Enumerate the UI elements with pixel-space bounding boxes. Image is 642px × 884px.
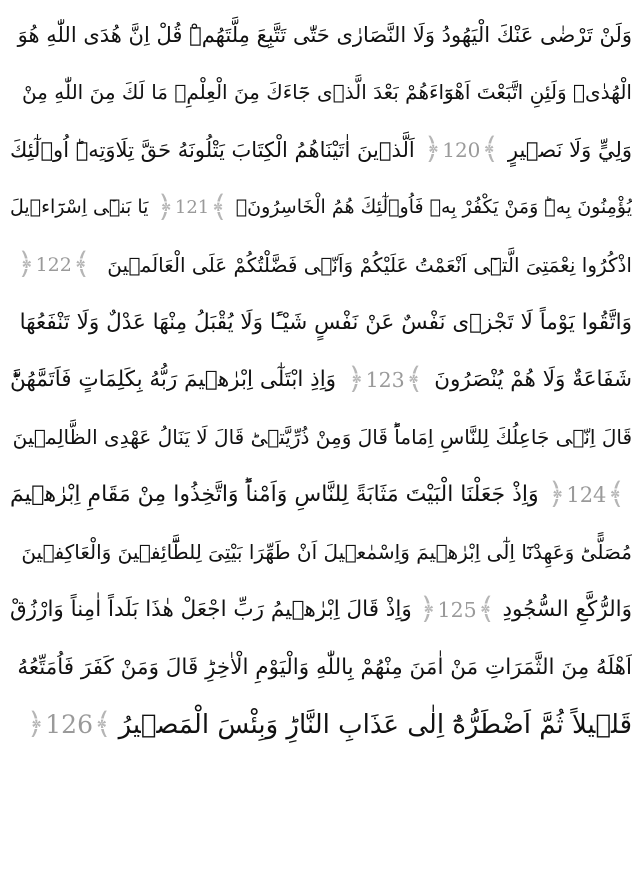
- ayah-bracket-right-icon: ﴾: [481, 132, 499, 168]
- verse-text: يَا بَنٖٓى اِسْرَٓاءٖيلَ: [10, 196, 149, 219]
- verse-text: وَاِذِ ابْتَلٰٓى اِبْرٰهٖيمَ رَبُّهُ بِكَلِمَاتٍ فَاَتَمَّهُنَّؕ: [10, 367, 337, 393]
- verse-text: وَلَنْ تَرْضٰى عَنْكَ الْيَهُودُ وَلَا النَّصَارٰى حَتّٰى تَتَّبِعَ مِلَّتَهُمْۜ قُلْ اِنَّ هُدَى اللّٰهِ هُوَ: [17, 22, 632, 47]
- verse-text: وَالرُّكَّعِ السُّجُودِ: [502, 597, 632, 623]
- verse-text: الْهُدٰىۜ وَلَئِنِ اتَّبَعْتَ اَهْوَٓاءَهُمْ بَعْدَ الَّذٖى جَٓاءَكَ مِنَ الْعِلْمِۙ مَا لَكَ مِنَ اللّٰهِ مِنْ: [21, 80, 632, 105]
- ayah-bracket-right-icon: ﴾: [607, 477, 625, 513]
- verse-text: وَاِذْ قَالَ اِبْرٰهٖيمُ رَبِّ اجْعَلْ هٰذَا بَلَداً اٰمِناً وَارْزُقْ: [10, 597, 412, 623]
- ayah-number-marker: [418, 592, 496, 627]
- ayah-bracket-left-icon: ﴿: [347, 362, 365, 398]
- ayah-number: 120: [442, 137, 481, 162]
- ayah-bracket-left-icon: ﴿: [26, 707, 45, 743]
- ayah-bracket-left-icon: ﴿: [547, 477, 566, 513]
- verse-text: اَهْلَهُ مِنَ الثَّمَرَاتِ مَنْ اٰمَنَ مِنْهُمْ بِاللّٰهِ وَالْيَوْمِ الْاٰخِرِؕ قَالَ وَمَنْ كَفَرَ فَاُمَتِّعُهُ: [17, 654, 632, 680]
- verse-text: قَالَ اِنّٖى جَاعِلُكَ لِلنَّاسِ اِمَاماًؕ قَالَ وَمِنْ ذُرِّيَّتٖىؕ قَالَ لَا يَنَالُ عَهْدِى الظَّالِمٖينَ: [12, 425, 632, 450]
- ayah-number-marker: [155, 190, 229, 225]
- text-line-8: [10, 409, 632, 467]
- ayah-bracket-left-icon: ﴿: [17, 247, 35, 283]
- text-line-10: [10, 524, 632, 582]
- verse-text: وَاِذْ جَعَلْنَا الْبَيْتَ مَثَابَةً لِلنَّاسِ وَاَمْناًؕ وَاتَّخِذُوا مِنْ مَقَامِ اِبْرٰهٖيمَ: [10, 482, 539, 508]
- verse-text: وَلِيٍّ وَلَا نَصٖيرٍ: [507, 137, 632, 162]
- text-line-2: [10, 64, 632, 122]
- verse-text: يُؤْمِنُونَ بِهٖؕ وَمَنْ يَكْفُرْ بِهٖ فَاُو۬لٰٓئِكَ هُمُ الْخَاسِرُونَ۟: [235, 196, 632, 219]
- ayah-number-marker: [346, 362, 424, 397]
- ayah-number: 126: [45, 710, 93, 740]
- text-line-7: [10, 351, 632, 409]
- verse-text: قَلٖيلاً ثُمَّ اَضْطَرُّهُٓ اِلٰى عَذَابِ النَّارِؕ وَبِئْسَ الْمَصٖيرُ: [118, 709, 632, 740]
- text-line-1: [10, 6, 632, 64]
- ayah-bracket-right-icon: ﴾: [210, 189, 228, 225]
- ayah-number: 121: [174, 196, 210, 218]
- verse-text: اَلَّذٖينَ اٰتَيْنَاهُمُ الْكِتَابَ يَتْلُونَهُ حَقَّ تِلَاوَتِهٖؕ اُو۬لٰٓئِكَ: [10, 137, 415, 162]
- text-line-6: [10, 294, 632, 352]
- ayah-number-marker: [547, 477, 626, 512]
- text-line-3: [10, 121, 632, 179]
- ayah-bracket-right-icon: ﴾: [93, 707, 112, 743]
- text-line-4: [10, 179, 632, 237]
- ayah-number-marker: [16, 247, 91, 282]
- text-line-5: [10, 236, 632, 294]
- text-line-9: [10, 466, 632, 524]
- verse-text: وَاتَّقُوا يَوْماً لَا تَجْزٖى نَفْسٌ عَنْ نَفْسٍ شَيْـًٔا وَلَا يُقْبَلُ مِنْهَا عَدْلٌ وَلَا تَنْفَعُهَا: [19, 309, 632, 335]
- ayah-bracket-right-icon: ﴾: [405, 362, 424, 398]
- ayah-bracket-left-icon: ﴿: [156, 189, 174, 225]
- text-line-12: [10, 639, 632, 697]
- ayah-bracket-right-icon: ﴾: [477, 592, 496, 628]
- verse-text: مُصَلًّىؕ وَعَهِدْنَٓا اِلٰٓى اِبْرٰهٖيمَ وَاِسْمٰعٖيلَ اَنْ طَهِّرَا بَيْتِىَ لِلطَّٓائِفٖينَ وَالْعَاكِفٖينَ: [21, 540, 632, 565]
- ayah-bracket-left-icon: ﴿: [423, 132, 442, 168]
- verse-text: اذْكُرُوا نِعْمَتِىَ الَّتٖٓى اَنْعَمْتُ عَلَيْكُمْ وَاَنّٖى فَضَّلْتُكُمْ عَلَى الْعَالَمٖينَ: [107, 252, 632, 277]
- ayah-number-marker: [423, 132, 500, 167]
- ayah-number: 123: [365, 367, 405, 392]
- ayah-number: 125: [437, 597, 477, 622]
- verse-text: شَفَاعَةٌ وَلَا هُمْ يُنْصَرُونَ: [434, 367, 632, 393]
- ayah-number: 122: [35, 253, 72, 276]
- ayah-bracket-right-icon: ﴾: [72, 247, 91, 283]
- ayah-number: 124: [566, 482, 607, 507]
- text-line-13: [10, 696, 632, 754]
- ayah-bracket-left-icon: ﴿: [418, 592, 437, 628]
- ayah-number-marker: [26, 707, 113, 742]
- text-line-11: [10, 581, 632, 639]
